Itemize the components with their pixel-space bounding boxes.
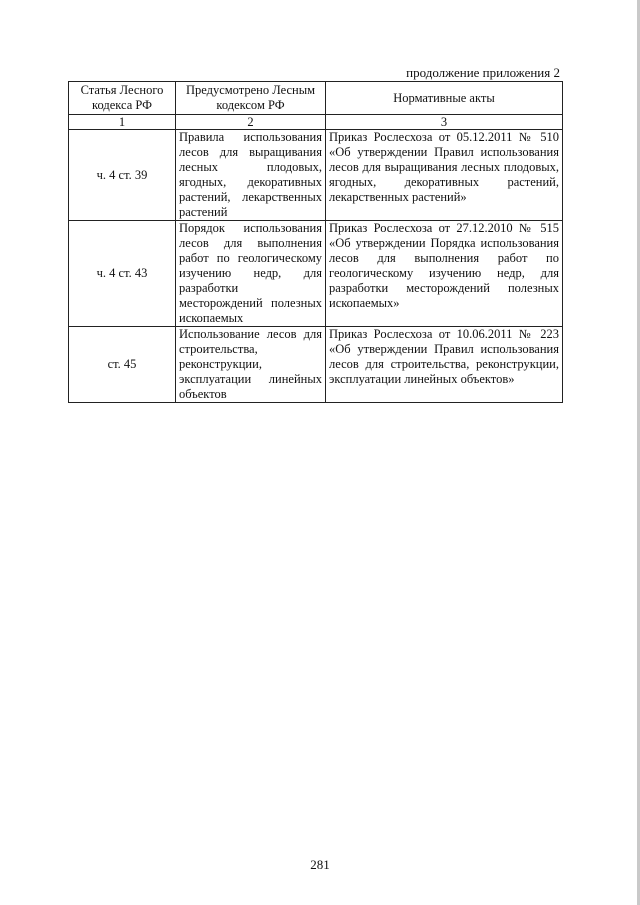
provision-cell: Правила использования лесов для выращивания лесных плодовых, ягодных, декоративных растений, лекарственных растений: [176, 130, 326, 221]
header-acts: Нормативные акты: [326, 82, 563, 115]
table-row: [69, 221, 563, 327]
act-cell: Приказ Рослесхоза от 10.06.2011 № 223 «Об утверждении Правил использования лесов для строительства, реконструкции, эксплуатации линейных объектов»: [326, 327, 563, 403]
provision-cell: Порядок использования лесов для выполнения работ по геологическому изучению недр, для разработки месторождений полезных ископаемых: [176, 221, 326, 327]
table-row: [69, 130, 563, 221]
normative-acts-table: [68, 81, 563, 403]
provision-cell: Использование лесов для строительства, реконструкции, эксплуатации линейных объектов: [176, 327, 326, 403]
article-cell: ч. 4 ст. 43: [69, 221, 176, 327]
header-provision: Предусмотрено Лесным кодексом РФ: [176, 82, 326, 115]
column-number: 3: [326, 115, 563, 130]
act-cell: Приказ Рослесхоза от 27.12.2010 № 515 «Об утверждении Порядка использования лесов для выполнения работ по геологическому изучению недр, для разработки месторождений полезных ископаемых»: [326, 221, 563, 327]
column-number: 2: [176, 115, 326, 130]
header-article: Статья Лесного кодекса РФ: [69, 82, 176, 115]
column-number: 1: [69, 115, 176, 130]
article-cell: ч. 4 ст. 39: [69, 130, 176, 221]
act-cell: Приказ Рослесхоза от 05.12.2011 № 510 «Об утверждении Правил использования лесов для выращивания лесных плодовых, ягодных, декоративных растений, лекарственных растений»: [326, 130, 563, 221]
article-cell: ст. 45: [69, 327, 176, 403]
table-header-row: [69, 82, 563, 115]
page-number: 281: [310, 857, 330, 872]
column-numbers-row: [69, 115, 563, 130]
table-row: [69, 327, 563, 403]
appendix-caption: продолжение приложения 2: [406, 65, 560, 80]
